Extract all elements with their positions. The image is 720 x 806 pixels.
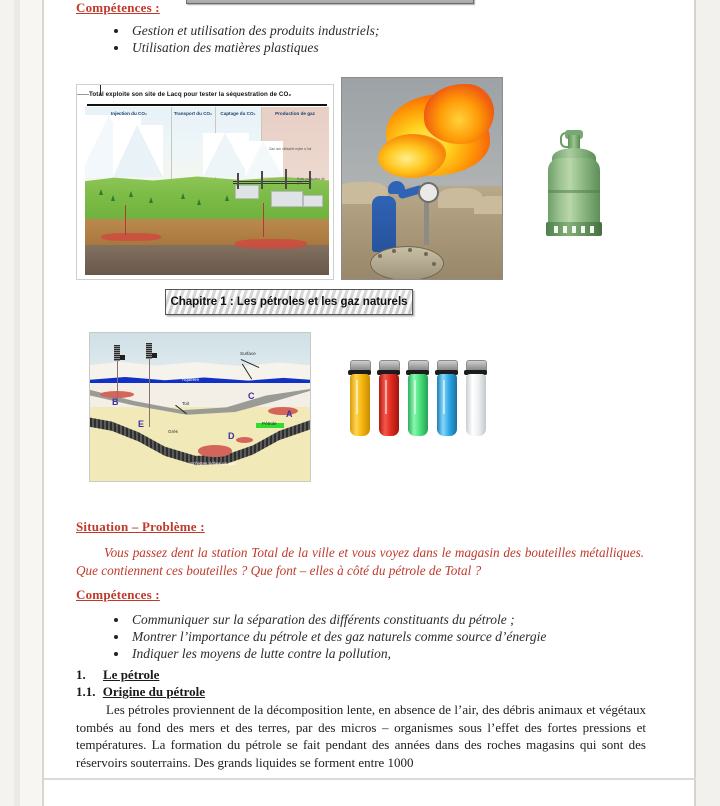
reservoir-body xyxy=(235,239,307,249)
geo-label-petrole: Pétrole xyxy=(262,421,277,426)
geo-letter-d: D xyxy=(228,431,235,441)
mountain-icon xyxy=(203,133,249,177)
chapter-banner-label: Chapitre 1 : Les pétroles et les gaz naturels xyxy=(170,296,408,308)
tree-icon xyxy=(197,199,201,205)
page-right-margin-strip xyxy=(696,0,720,806)
co2-column-label-transport: Transport du CO₂ xyxy=(173,111,213,116)
list-item: Montrer l’importance du pétrole et des gaz naturels comme source d’énergie xyxy=(110,628,546,645)
crop-tick-mark xyxy=(77,94,89,95)
pipeline-support xyxy=(237,173,239,189)
bottle-base-slot xyxy=(554,226,558,233)
bottle-ring xyxy=(548,190,600,193)
lighter-fluid-line xyxy=(472,380,474,414)
reservoir-body xyxy=(101,233,161,241)
figure-lighters-photo xyxy=(345,352,490,445)
list-item: Indiquer les moyens de lutte contre la pollution, xyxy=(110,645,546,662)
co2-column-label-production: Production de gaz xyxy=(275,111,315,116)
co2-note-top: Gaz non utilisable rejeté à l'air xyxy=(269,147,312,151)
list-item: Utilisation des matières plastiques xyxy=(110,39,379,56)
co2-note-bottom: Puits producteur de gaz xyxy=(297,177,325,185)
figure-geological-cross-section xyxy=(89,332,311,482)
geo-label-toit: Toit xyxy=(182,401,190,406)
situation-probleme-text: Vous passez dent la station Total de la ville et vous voyez dans le magasin des bouteilles métalliques. Que contiennent ces bouteilles ? Que font – elles à côté du pétrole de Total ? xyxy=(76,545,644,578)
pressure-gauge-icon xyxy=(418,182,439,203)
scroll-gutter-outer xyxy=(0,0,14,806)
top-cutoff-textbox xyxy=(186,0,474,4)
section-number: 1. xyxy=(76,667,86,682)
tree-icon xyxy=(129,191,133,197)
pipeline-support xyxy=(261,171,263,189)
co2-column-label-injection: Injection du CO₂ xyxy=(111,111,147,116)
pipeline-support xyxy=(285,169,287,189)
valve-bolt xyxy=(408,248,412,252)
gauge-stem xyxy=(424,197,429,245)
bottle-base-slot xyxy=(590,226,594,233)
lighter-yellow xyxy=(350,374,370,436)
well-bore xyxy=(117,361,118,399)
derrick-equipment xyxy=(120,355,125,360)
oil-trace xyxy=(268,407,298,415)
worker-body xyxy=(372,196,396,252)
page-left-margin-strip xyxy=(20,0,42,806)
flame-icon xyxy=(424,84,494,144)
bottle-base-slot xyxy=(563,226,567,233)
oil-blob xyxy=(236,437,253,443)
body-paragraph: Les pétroles proviennent de la décomposition lente, en absence de l’air, des débris animaux et végétaux tombés au fond des mers et des terres, par des micros – organismes sous l’effet des fortes pressions et températures. La formation du pétrole se fait pendant des années dans des roches magasins qui sont des réservoirs souterrains. Des grands liquides se forment entre 1000 xyxy=(76,702,646,770)
tree-icon xyxy=(181,193,185,199)
lighter-white xyxy=(466,374,486,436)
co2-diagram-scene xyxy=(85,107,329,275)
valve-bolt xyxy=(392,249,396,253)
geo-label-surface: Surface xyxy=(240,351,256,356)
geo-label-aquifere: Aquifère xyxy=(182,377,200,382)
figure-gas-bottle xyxy=(535,122,613,240)
competences-heading-2: Compétences : xyxy=(76,587,160,602)
sand-berm xyxy=(474,196,503,214)
well-bore xyxy=(149,359,150,427)
competences-heading-1: Compétences : xyxy=(76,0,160,15)
section-title: Le pétrole xyxy=(103,667,160,682)
geo-letter-c: C xyxy=(248,391,255,401)
gas-facility-icon xyxy=(271,191,303,207)
valve-bolt xyxy=(432,262,436,266)
derrick-equipment xyxy=(152,353,157,358)
section-heading-1 xyxy=(76,667,159,683)
situation-probleme-heading: Situation – Problème : xyxy=(76,519,205,534)
tree-icon xyxy=(99,189,103,195)
figure-gas-flare-photo xyxy=(341,77,503,280)
geo-letter-b: B xyxy=(112,397,119,407)
co2-diagram-title: Total exploite son site de Lacq pour tester la séquestration de CO₂ xyxy=(89,91,292,98)
lighter-fluid-line xyxy=(414,380,416,414)
geo-label-schistes: Schistes riches en gaz xyxy=(190,461,236,466)
lighter-fluid-line xyxy=(356,380,358,414)
tree-icon xyxy=(225,195,229,201)
competences-list-1 xyxy=(110,22,379,56)
section-number: 1.1. xyxy=(76,684,96,699)
chapter-banner xyxy=(165,289,413,315)
co2-column-label-captage: Captage du CO₂ xyxy=(220,111,256,116)
section-heading-1-1 xyxy=(76,684,205,700)
valve-bolt xyxy=(424,252,428,256)
geo-letter-e: E xyxy=(138,419,145,429)
bottle-base-slot xyxy=(581,226,585,233)
geo-letter-a: A xyxy=(286,409,293,419)
lighter-blue xyxy=(437,374,457,436)
list-item: Communiquer sur la séparation des différents constituants du pétrole ; xyxy=(110,611,546,628)
safety-helmet-icon xyxy=(388,181,405,194)
production-arrow xyxy=(263,203,264,237)
lighter-green xyxy=(408,374,428,436)
competences-list-2 xyxy=(110,611,546,662)
bottle-base-slot xyxy=(572,226,576,233)
lighter-red xyxy=(379,374,399,436)
sandstone-layer xyxy=(90,407,310,481)
tree-icon xyxy=(149,197,153,203)
industrial-plant-icon xyxy=(235,185,259,199)
gas-facility-icon xyxy=(303,195,323,207)
valve-bolt xyxy=(378,254,382,258)
tree-icon xyxy=(111,195,115,201)
lighter-fluid-line xyxy=(443,380,445,414)
geo-label-gres: Grès xyxy=(168,429,178,434)
co2-diagram-title-rule xyxy=(87,104,327,106)
page-bottom-edge xyxy=(44,778,696,780)
injection-arrow xyxy=(125,205,126,235)
deep-rock-layer xyxy=(85,245,329,275)
mountain-icon xyxy=(113,125,163,177)
list-item: Gestion et utilisation des produits industriels; xyxy=(110,22,379,39)
figure-co2-sequestration-diagram xyxy=(76,84,334,280)
oil-pool xyxy=(198,445,232,457)
lighter-fluid-line xyxy=(385,380,387,414)
section-title: Origine du pétrole xyxy=(102,684,206,699)
